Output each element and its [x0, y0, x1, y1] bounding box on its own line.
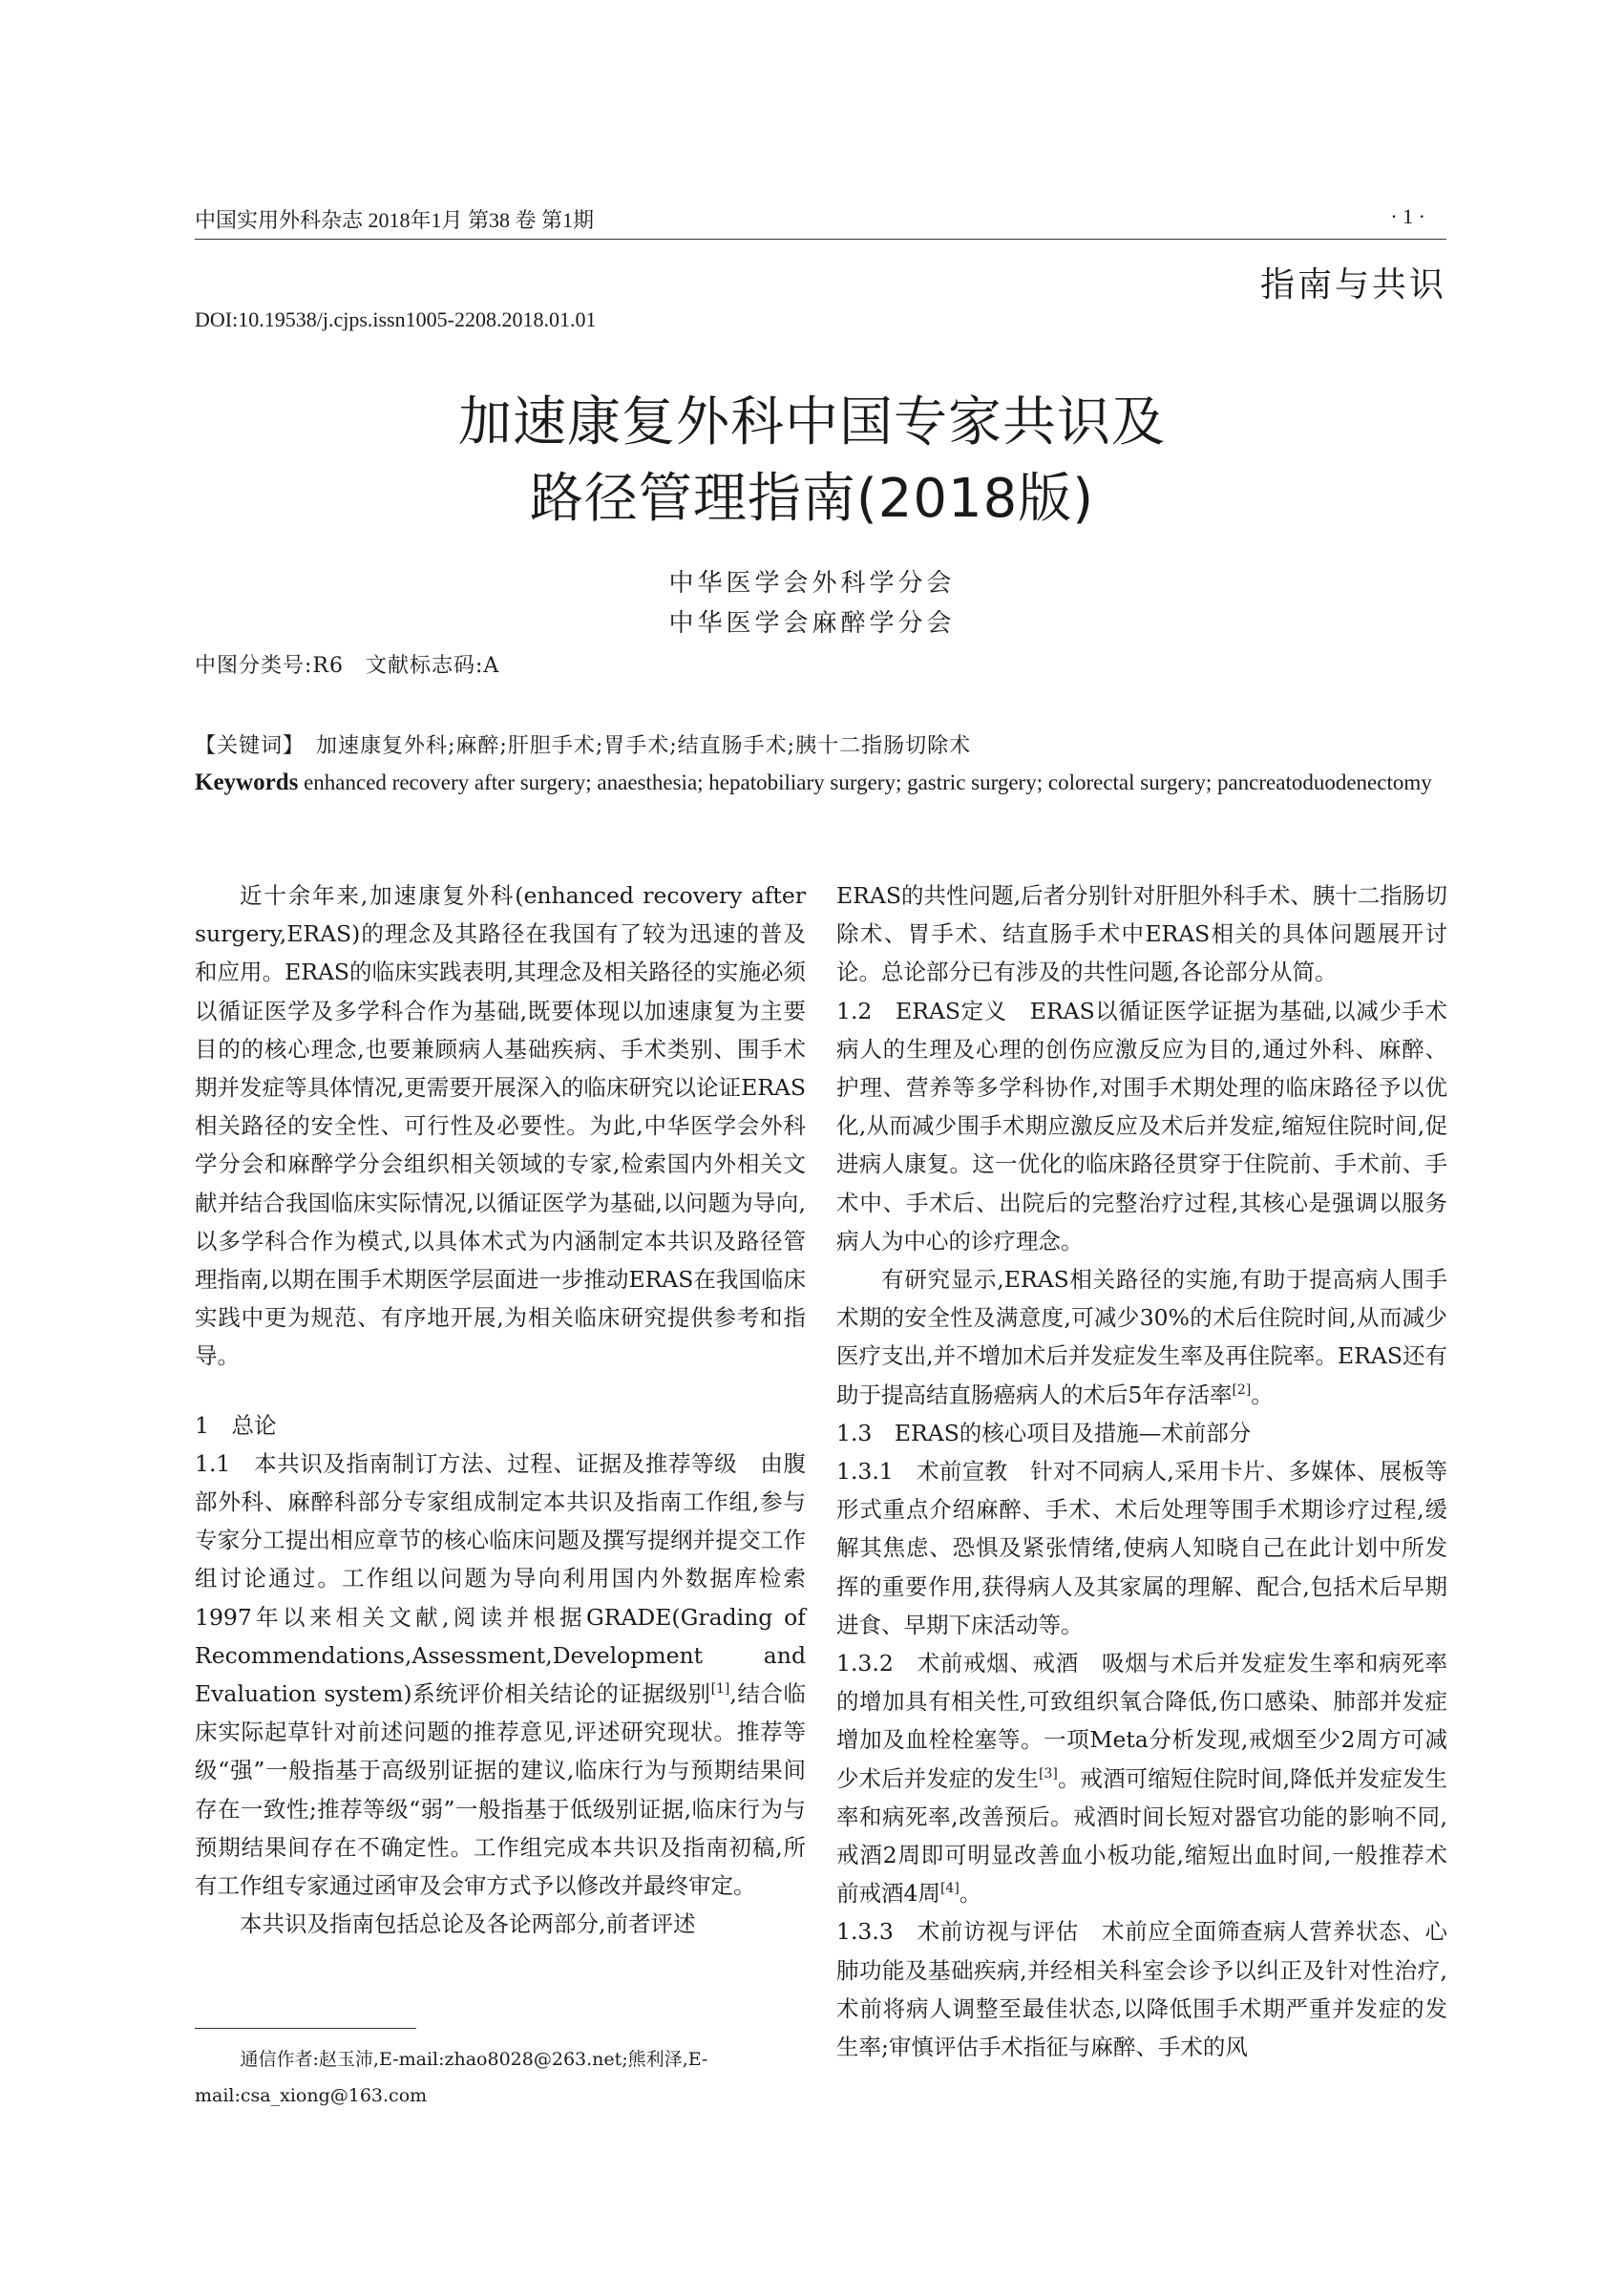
keywords-english — [195, 764, 1446, 801]
paragraph-1-2: 1.2 ERAS定义 ERAS以循证医学证据为基础,以减少手术病人的生理及心理的创伤应激反应为目的,通过外科、麻醉、护理、营养等多学科协作,对围手术期处理的临床路径予以优化,从而减少围手术期应激反应及术后并发症,缩短住院时间,促进病人康复。这一优化的临床路径贯穿于住院前、手术前、手术中、手术后、出院后的完整治疗过程,其核心是强调以服务病人为中心的诊疗理念。 — [836, 997, 1447, 1255]
page-number: · 1 · — [1390, 204, 1425, 228]
citation-2: [2] — [1232, 1382, 1252, 1398]
paragraph-1-3-1: 1.3.1 术前宣教 针对不同病人,采用卡片、多媒体、展板等形式重点介绍麻醉、手术、术后处理等围手术期诊疗过程,缓解其焦虑、恐惧及紧张情绪,使病人知晓自己在此计划中所发挥的重要作用,获得病人及其家属的理解、配合,包括术后早期进食、早期下床活动等。 — [836, 1458, 1447, 1638]
citation-1: [1] — [710, 1681, 730, 1698]
paragraph-1-1-text-a: 1.1 本共识及指南制订方法、过程、证据及推荐等级 由腹部外科、麻醉科部分专家组成制定本共识及指南工作组,参与专家分工提出相应章节的核心临床问题及撰写提纲并提交工作组讨论通过。工作组以问题为导向利用国内外数据库检索1997年以来相关文献,阅读并根据GRADE(Grading of Recommendations,Assessment,Development and Evaluation system)系统评价相关结论的证据级别 — [195, 1449, 806, 1708]
author-1: 中华医学会外科学分会 — [668, 569, 956, 598]
paragraph-continued: ERAS的共性问题,后者分别针对肝胆外科手术、胰十二指肠切除术、胃手术、结直肠手术中ERAS相关的具体问题展开讨论。总论部分已有涉及的共性问题,各论部分从简。 — [836, 882, 1447, 986]
citation-4: [4] — [939, 1881, 960, 1897]
author-2: 中华医学会麻醉学分会 — [668, 609, 956, 638]
paragraph-1-1-text-b: ,结合临床实际起草针对前述问题的推荐意见,评述研究现状。推荐等级“强”一般指基于高级别证据的建议,临床行为与预期结果间存在一致性;推荐等级“弱”一般指基于低级别证据,临床行为与预期结果间存在不确定性。工作组完成本共识及指南初稿,所有工作组专家通过函审及会审方式予以修改并最终审定。 — [195, 1680, 806, 1900]
paragraph-research-text-a: 有研究显示,ERAS相关路径的实施,有助于提高病人围手术期的安全性及满意度,可减少30%的术后住院时间,从而减少医疗支出,并不增加术后并发症发生率及再住院率。ERAS还有助于提高结直肠癌病人的术后5年存活率 — [836, 1266, 1447, 1408]
paragraph-1-3-2-text-a: 1.3.2 术前戒烟、戒酒 吸烟与术后并发症发生率和病死率的增加具有相关性,可致组织氧合降低,伤口感染、肺部并发症增加及血栓栓塞等。一项Meta分析发现,戒烟至少2周方可减少术后并发症的发生 — [836, 1650, 1447, 1792]
paragraph-research — [836, 1260, 1447, 1414]
article-title-line-1: 加速康复外科中国专家共识及 — [458, 391, 1166, 453]
footnote-rule — [195, 2028, 416, 2029]
paragraph-research-text-b: 。 — [1251, 1381, 1274, 1408]
citation-3: [3] — [1039, 1765, 1058, 1782]
journal-header: 中国实用外科杂志 2018年1月 第38 卷 第1期 — [195, 208, 595, 232]
left-column — [195, 876, 806, 1943]
paragraph-1-3-2-text-b: 。戒酒可缩短住院时间,降低并发症发生率和病死率,改善预后。戒酒时间长短对器官功能的影响不同,戒酒2周即可明显改善血小板功能,缩短出血时间,一般推荐术前戒酒4周 — [836, 1764, 1447, 1908]
keywords-english-text: enhanced recovery after surgery; anaesthesia; hepatobiliary surgery; gastric surgery; colorectal surgery; pancreatoduodenectomy — [298, 770, 1432, 794]
paragraph-1-3-3: 1.3.3 术前访视与评估 术前应全面筛查病人营养状态、心肺功能及基础疾病,并经相关科室会诊予以纠正及针对性治疗,术前将病人调整至最佳状态,以降低围手术期严重并发症的发生率;审慎评估手术指征与麻醉、手术的风 — [836, 1918, 1447, 2061]
keywords-label: Keywords — [195, 770, 299, 795]
paragraph-structure: 本共识及指南包括总论及各论两部分,前者评述 — [240, 1910, 696, 1938]
intro-paragraph: 近十余年来,加速康复外科(enhanced recovery after surgery,ERAS)的理念及其路径在我国有了较为迅速的普及和应用。ERAS的临床实践表明,其理念及相关路径的实施必须以循证医学及多学科合作为基础,既要体现以加速康复为主要目的的核心理念,也要兼顾病人基础疾病、手术类别、围手术期并发症等具体情况,更需要开展深入的临床研究以论证ERAS相关路径的安全性、可行性及必要性。为此,中华医学会外科学分会和麻醉学分会组织相关领域的专家,检索国内外相关文献并结合我国临床实际情况,以循证医学为基础,以问题为导向,以多学科合作为模式,以具体术式为内涵制定本共识及路径管理指南,以期在围手术期医学层面进一步推动ERAS在我国临床实践中更为规范、有序地开展,为相关临床研究提供参考和指导。 — [195, 882, 806, 1370]
header-rule — [195, 239, 1446, 240]
heading-1-3: 1.3 ERAS的核心项目及措施—术前部分 — [836, 1419, 1252, 1446]
heading-general: 1 总论 — [195, 1411, 277, 1439]
doi: DOI:10.19538/j.cjps.issn1005-2208.2018.01.01 — [195, 307, 597, 331]
section-label: 指南与共识 — [1259, 265, 1446, 305]
article-title-line-2: 路径管理指南(2018版) — [529, 468, 1095, 530]
paragraph-1-1 — [195, 1445, 806, 1905]
corresponding-author-footnote: 通信作者:赵玉沛,E-mail:zhao8028@263.net;熊利泽,E-mail:csa_xiong@163.com — [195, 2049, 708, 2106]
keywords-chinese: 【关键词】 加速康复外科;麻醉;肝胆手术;胃手术;结直肠手术;胰十二指肠切除术 — [195, 734, 972, 758]
right-column — [836, 876, 1447, 2066]
classification-code: 中图分类号:R6 文献标志码:A — [195, 654, 500, 678]
paragraph-1-3-2-text-c: 。 — [959, 1880, 982, 1908]
paragraph-1-3-2 — [836, 1644, 1447, 1912]
